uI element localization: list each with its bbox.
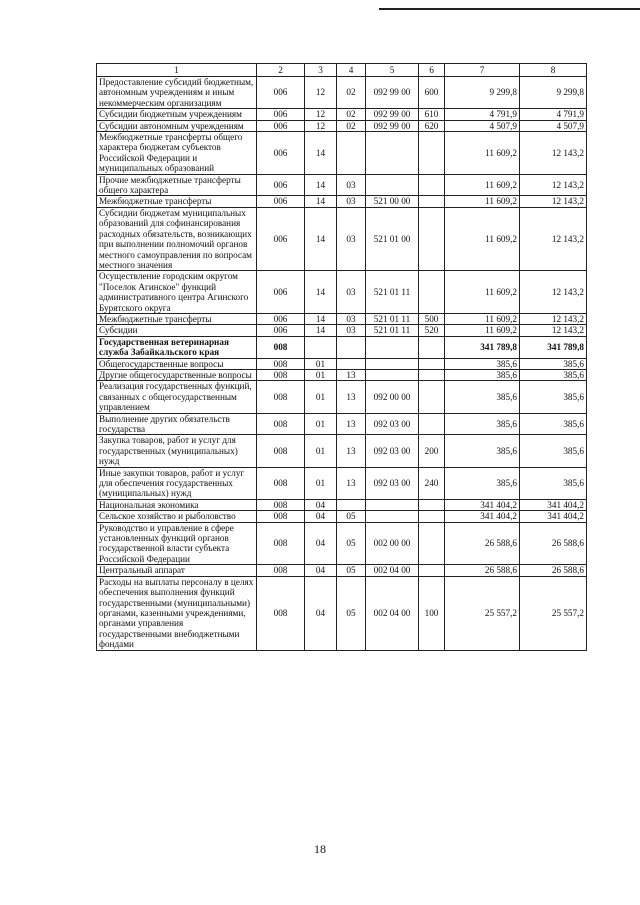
amount-year-1: 385,6: [445, 381, 520, 413]
budget-table: [96, 63, 587, 651]
amount-year-2: 385,6: [520, 435, 587, 467]
section-code: 14: [305, 132, 337, 175]
subsection-code: 03: [337, 174, 366, 196]
table-row: [97, 467, 587, 499]
budget-item-name: Сельское хозяйство и рыболовство: [97, 511, 257, 522]
subsection-code: 03: [337, 313, 366, 324]
budget-item-name: Субсидии бюджетам муниципальных образований для софинансирования расходных обязательств, возникающих при выполнении полномочий органов местного самоуправления по вопросам местного значения: [97, 207, 257, 270]
target-article-code: 092 03 00: [366, 413, 419, 435]
subsection-code: 13: [337, 435, 366, 467]
amount-year-2: 12 143,2: [520, 313, 587, 324]
section-code: 14: [305, 196, 337, 207]
amount-year-1: 11 609,2: [445, 132, 520, 175]
amount-year-1: 385,6: [445, 435, 520, 467]
ministry-code: 008: [257, 381, 305, 413]
amount-year-1: 11 609,2: [445, 207, 520, 270]
target-article-code: 002 04 00: [366, 565, 419, 576]
amount-year-1: 4 791,9: [445, 109, 520, 120]
target-article-code: [366, 132, 419, 175]
subsection-code: 02: [337, 109, 366, 120]
section-code: 12: [305, 77, 337, 109]
subsection-code: [337, 336, 366, 358]
table-row: [97, 381, 587, 413]
column-header: 3: [305, 64, 337, 77]
section-code: 14: [305, 174, 337, 196]
column-header: 2: [257, 64, 305, 77]
table-row: [97, 271, 587, 314]
amount-year-2: 385,6: [520, 467, 587, 499]
amount-year-2: 9 299,8: [520, 77, 587, 109]
section-code: 12: [305, 109, 337, 120]
page-number: 18: [314, 842, 326, 856]
target-article-code: [366, 369, 419, 380]
section-code: 01: [305, 413, 337, 435]
amount-year-1: 11 609,2: [445, 174, 520, 196]
amount-year-2: 12 143,2: [520, 174, 587, 196]
amount-year-1: 11 609,2: [445, 325, 520, 336]
section-code: 14: [305, 325, 337, 336]
expense-type-code: [419, 174, 445, 196]
column-header: 4: [337, 64, 366, 77]
amount-year-2: 12 143,2: [520, 325, 587, 336]
subsection-code: 05: [337, 576, 366, 650]
table-row: [97, 358, 587, 369]
amount-year-2: 341 789,8: [520, 336, 587, 358]
table-row: [97, 576, 587, 650]
target-article-code: 002 04 00: [366, 576, 419, 650]
expense-type-code: [419, 132, 445, 175]
amount-year-1: 385,6: [445, 467, 520, 499]
ministry-code: 008: [257, 358, 305, 369]
table-row: [97, 77, 587, 109]
target-article-code: 092 99 00: [366, 109, 419, 120]
section-code: 14: [305, 313, 337, 324]
amount-year-1: 11 609,2: [445, 196, 520, 207]
budget-item-name: Осуществление городским округом "Поселок Агинское" функций административного центра Агинского Бурятского округа: [97, 271, 257, 314]
table-row: [97, 120, 587, 131]
section-code: 01: [305, 435, 337, 467]
budget-item-name: Субсидии бюджетным учреждениям: [97, 109, 257, 120]
ministry-code: 006: [257, 271, 305, 314]
amount-year-1: 26 588,6: [445, 522, 520, 565]
ministry-code: 008: [257, 435, 305, 467]
section-code: [305, 336, 337, 358]
budget-item-name: Другие общегосударственные вопросы: [97, 369, 257, 380]
expense-type-code: 600: [419, 77, 445, 109]
amount-year-2: 12 143,2: [520, 132, 587, 175]
ministry-code: 008: [257, 522, 305, 565]
target-article-code: 521 01 11: [366, 325, 419, 336]
section-code: 01: [305, 369, 337, 380]
amount-year-2: 12 143,2: [520, 196, 587, 207]
amount-year-1: 341 789,8: [445, 336, 520, 358]
table-row: [97, 174, 587, 196]
budget-item-name: Межбюджетные трансферты: [97, 196, 257, 207]
amount-year-1: 11 609,2: [445, 271, 520, 314]
amount-year-1: 341 404,2: [445, 511, 520, 522]
expense-type-code: [419, 381, 445, 413]
ministry-code: 006: [257, 196, 305, 207]
target-article-code: 092 00 00: [366, 381, 419, 413]
budget-item-name: Иные закупки товаров, работ и услуг для обеспечения государственных (муниципальных) нужд: [97, 467, 257, 499]
subsection-code: 13: [337, 413, 366, 435]
expense-type-code: [419, 196, 445, 207]
ministry-code: 006: [257, 313, 305, 324]
budget-item-name: Руководство и управление в сфере установленных функций органов государственной власти субъекта Российской Федерации: [97, 522, 257, 565]
amount-year-2: 385,6: [520, 369, 587, 380]
subsection-code: 03: [337, 207, 366, 270]
target-article-code: 002 00 00: [366, 522, 419, 565]
table-row: [97, 325, 587, 336]
ministry-code: 006: [257, 132, 305, 175]
table-row: [97, 109, 587, 120]
expense-type-code: [419, 271, 445, 314]
subsection-code: 05: [337, 565, 366, 576]
target-article-code: [366, 499, 419, 510]
budget-item-name: Выполнение других обязательств государства: [97, 413, 257, 435]
budget-item-name: Национальная экономика: [97, 499, 257, 510]
expense-type-code: 610: [419, 109, 445, 120]
amount-year-2: 4 507,9: [520, 120, 587, 131]
table-row: [97, 132, 587, 175]
expense-type-code: [419, 565, 445, 576]
budget-item-name: Предоставление субсидий бюджетным, автономным учреждениям и иным некоммерческим организациям: [97, 77, 257, 109]
expense-type-code: [419, 511, 445, 522]
subsection-code: 03: [337, 271, 366, 314]
section-code: 01: [305, 467, 337, 499]
expense-type-code: [419, 207, 445, 270]
subsection-code: 05: [337, 511, 366, 522]
table-row: [97, 336, 587, 358]
subsection-code: 03: [337, 196, 366, 207]
subsection-code: 05: [337, 522, 366, 565]
amount-year-2: 25 557,2: [520, 576, 587, 650]
budget-item-name: Прочие межбюджетные трансферты общего характера: [97, 174, 257, 196]
section-code: 04: [305, 499, 337, 510]
amount-year-2: 26 588,6: [520, 522, 587, 565]
target-article-code: 092 99 00: [366, 120, 419, 131]
section-code: 04: [305, 576, 337, 650]
amount-year-1: 4 507,9: [445, 120, 520, 131]
table-row: [97, 369, 587, 380]
subsection-code: 13: [337, 369, 366, 380]
budget-item-name: Межбюджетные трансферты общего характера бюджетам субъектов Российской Федерации и муниципальных образований: [97, 132, 257, 175]
target-article-code: 092 03 00: [366, 435, 419, 467]
table-row: [97, 499, 587, 510]
budget-item-name: Закупка товаров, работ и услуг для государственных (муниципальных) нужд: [97, 435, 257, 467]
target-article-code: 521 01 11: [366, 271, 419, 314]
column-number-header-row: [97, 64, 587, 77]
ministry-code: 006: [257, 109, 305, 120]
subsection-code: 13: [337, 467, 366, 499]
column-header: 7: [445, 64, 520, 77]
subsection-code: [337, 499, 366, 510]
subsection-code: 02: [337, 120, 366, 131]
amount-year-1: 25 557,2: [445, 576, 520, 650]
target-article-code: [366, 358, 419, 369]
expense-type-code: 240: [419, 467, 445, 499]
ministry-code: 008: [257, 336, 305, 358]
expense-type-code: 100: [419, 576, 445, 650]
target-article-code: 521 00 00: [366, 196, 419, 207]
expense-type-code: 520: [419, 325, 445, 336]
expense-type-code: 200: [419, 435, 445, 467]
section-code: 04: [305, 565, 337, 576]
target-article-code: [366, 336, 419, 358]
budget-item-name: Общегосударственные вопросы: [97, 358, 257, 369]
ministry-code: 008: [257, 369, 305, 380]
section-code: 14: [305, 271, 337, 314]
target-article-code: [366, 174, 419, 196]
expense-type-code: [419, 413, 445, 435]
top-rule-line: [379, 8, 640, 10]
expense-type-code: [419, 522, 445, 565]
target-article-code: 521 01 00: [366, 207, 419, 270]
expense-type-code: 620: [419, 120, 445, 131]
budget-item-name: Субсидии: [97, 325, 257, 336]
target-article-code: [366, 511, 419, 522]
section-code: 04: [305, 511, 337, 522]
table-row: [97, 313, 587, 324]
amount-year-2: 4 791,9: [520, 109, 587, 120]
ministry-code: 008: [257, 511, 305, 522]
target-article-code: 092 03 00: [366, 467, 419, 499]
amount-year-1: 26 588,6: [445, 565, 520, 576]
amount-year-2: 12 143,2: [520, 271, 587, 314]
amount-year-2: 12 143,2: [520, 207, 587, 270]
table-row: [97, 565, 587, 576]
subsection-code: 13: [337, 381, 366, 413]
amount-year-1: 341 404,2: [445, 499, 520, 510]
amount-year-2: 385,6: [520, 381, 587, 413]
budget-item-name: Центральный аппарат: [97, 565, 257, 576]
budget-item-name: Межбюджетные трансферты: [97, 313, 257, 324]
section-code: 01: [305, 358, 337, 369]
amount-year-2: 385,6: [520, 358, 587, 369]
expense-type-code: 500: [419, 313, 445, 324]
amount-year-1: 385,6: [445, 369, 520, 380]
column-header: 6: [419, 64, 445, 77]
column-header: 5: [366, 64, 419, 77]
table-row: [97, 196, 587, 207]
ministry-code: 008: [257, 565, 305, 576]
target-article-code: 092 99 00: [366, 77, 419, 109]
table-row: [97, 413, 587, 435]
ministry-code: 006: [257, 325, 305, 336]
budget-item-name: Расходы на выплаты персоналу в целях обеспечения выполнения функций государственными (муниципальными) органами, казенными учреждениями, органами управления государственными внебюджетными фондами: [97, 576, 257, 650]
subsection-code: [337, 132, 366, 175]
column-header: 1: [97, 64, 257, 77]
ministry-code: 008: [257, 576, 305, 650]
amount-year-2: 341 404,2: [520, 499, 587, 510]
amount-year-1: 11 609,2: [445, 313, 520, 324]
subsection-code: 03: [337, 325, 366, 336]
amount-year-1: 385,6: [445, 413, 520, 435]
subsection-code: [337, 358, 366, 369]
amount-year-1: 9 299,8: [445, 77, 520, 109]
subsection-code: 02: [337, 77, 366, 109]
section-code: 01: [305, 381, 337, 413]
section-code: 14: [305, 207, 337, 270]
ministry-code: 006: [257, 174, 305, 196]
ministry-code: 008: [257, 499, 305, 510]
ministry-code: 006: [257, 120, 305, 131]
expense-type-code: [419, 336, 445, 358]
section-code: 04: [305, 522, 337, 565]
table-row: [97, 435, 587, 467]
ministry-code: 008: [257, 413, 305, 435]
ministry-code: 006: [257, 207, 305, 270]
table-row: [97, 511, 587, 522]
amount-year-2: 385,6: [520, 413, 587, 435]
amount-year-1: 385,6: [445, 358, 520, 369]
expense-type-code: [419, 369, 445, 380]
column-header: 8: [520, 64, 587, 77]
table-row: [97, 522, 587, 565]
ministry-code: 008: [257, 467, 305, 499]
budget-item-name: Субсидии автономным учреждениям: [97, 120, 257, 131]
target-article-code: 521 01 11: [366, 313, 419, 324]
expense-type-code: [419, 499, 445, 510]
table-row: [97, 207, 587, 270]
amount-year-2: 341 404,2: [520, 511, 587, 522]
ministry-code: 006: [257, 77, 305, 109]
budget-item-name: Государственная ветеринарная служба Забайкальского края: [97, 336, 257, 358]
expense-type-code: [419, 358, 445, 369]
section-code: 12: [305, 120, 337, 131]
budget-item-name: Реализация государственных функций, связанных с общегосударственным управлением: [97, 381, 257, 413]
amount-year-2: 26 588,6: [520, 565, 587, 576]
